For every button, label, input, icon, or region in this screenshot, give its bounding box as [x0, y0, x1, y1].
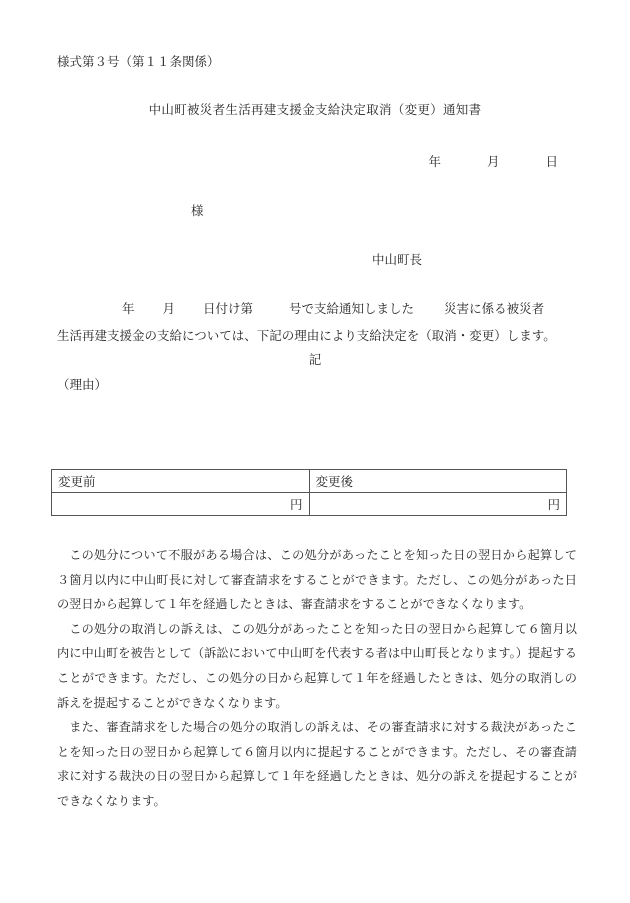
note-paragraph: この処分の取消しの訴えは、この処分があったことを知った日の翌日から起算して６箇月以内に中山町を被告として（訴訟において中山町を代表する者は中山町長となります。）提起することができます。ただし、この処分の日から起算して１年を経過したときは、処分の取消しの訴えを提起することができなくなります。 — [57, 621, 577, 710]
amount-after: 円 — [309, 493, 567, 516]
date-line — [428, 152, 558, 170]
table-amount-row — [52, 493, 567, 516]
notice-line-2: 生活再建支援金の支給については、下記の理由により支給決定を（取消・変更）します。 — [57, 328, 556, 343]
document-title: 中山町被災者生活再建支援金支給決定取消（変更）通知書 — [148, 102, 482, 117]
table-header-row — [52, 470, 567, 493]
appeal-notes — [57, 543, 577, 814]
issuer-name: 中山町長 — [372, 252, 423, 267]
notice-date: 日付け第 — [203, 301, 254, 316]
form-number: 様式第３号（第１１条関係） — [57, 54, 220, 69]
note-paragraph: この処分について不服がある場合は、この処分があったことを知った日の翌日から起算して３箇月以内に中山町長に対して審査請求をすることができます。ただし、この処分があった日の翌日から起算して１年を経過したときは、審査請求をすることができなくなります。 — [57, 548, 577, 612]
amount-before: 円 — [52, 493, 310, 516]
addressee: 様 — [191, 203, 204, 218]
date-year: 年 — [428, 154, 441, 169]
notice-end: 災害に係る被災者 — [444, 301, 545, 316]
change-table — [51, 469, 567, 516]
notice-year: 年 — [122, 301, 135, 316]
reason-label: （理由） — [57, 377, 108, 392]
header-after: 変更後 — [309, 470, 567, 493]
date-day: 日 — [545, 154, 558, 169]
notice-mid: 号で支給通知しました — [289, 301, 415, 316]
notice-month: 月 — [162, 301, 176, 316]
note-paragraph: また、審査請求をした場合の処分の取消しの訴えは、その審査請求に対する裁決があったことを知った日の翌日から起算して６箇月以内に提起することができます。ただし、その審査請求に対する裁決の日の翌日から起算して１年を経過したときは、処分の訴えを提起することができなくなります。 — [57, 720, 577, 808]
notice-line-1 — [122, 299, 544, 317]
ki-heading: 記 — [308, 352, 322, 367]
header-before: 変更前 — [52, 470, 310, 493]
date-month: 月 — [486, 154, 500, 169]
